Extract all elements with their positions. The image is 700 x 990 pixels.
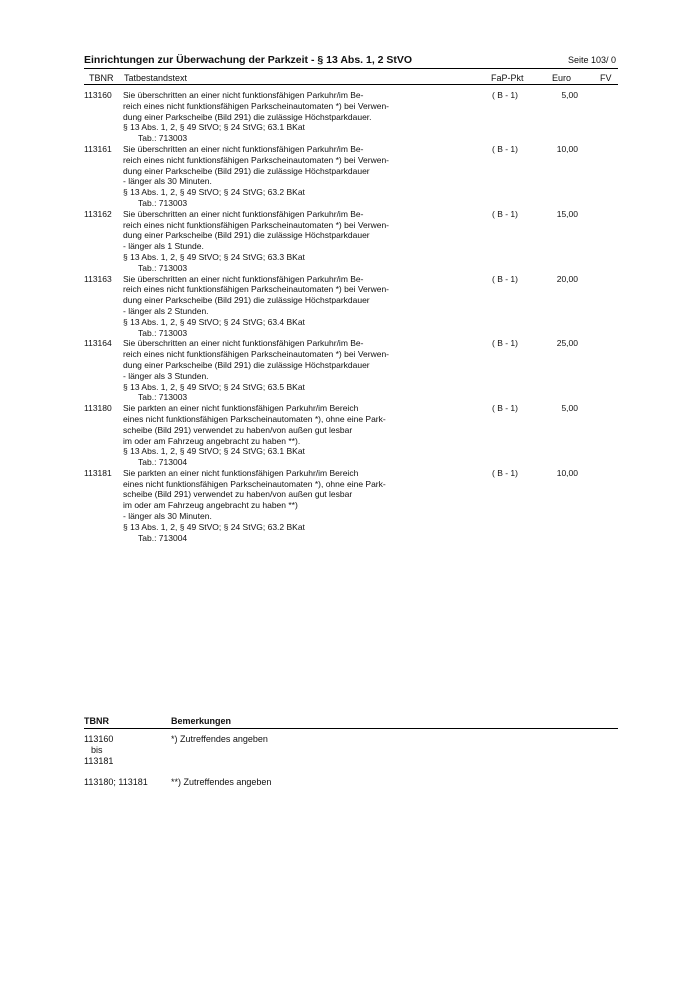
remarks-header-text: Bemerkungen — [171, 716, 232, 726]
entry-text-line: § 13 Abs. 1, 2, § 49 StVO; § 24 StVG; 63.1 BKat — [123, 446, 305, 457]
page-number: Seite 103/ 0 — [567, 55, 616, 65]
table-row — [84, 403, 618, 468]
entry-text-line: eines nicht funktionsfähigen Parkscheinautomaten *), ohne eine Park- — [123, 478, 386, 489]
entry-euro: 10,00 — [556, 467, 578, 478]
column-header-fap: FaP-Pkt — [491, 73, 524, 83]
entry-tbnr: 113164 — [84, 338, 112, 349]
entry-text-line: - länger als 3 Stunden. — [123, 370, 209, 381]
entry-tab-ref: Tab.: 713003 — [138, 197, 188, 208]
entry-text-line: § 13 Abs. 1, 2, § 49 StVO; § 24 StVG; 63.5 BKat — [123, 381, 305, 392]
entry-tbnr: 113181 — [84, 467, 112, 478]
entry-fap-points: ( B - 1) — [492, 467, 518, 478]
entry-text — [123, 274, 423, 339]
remark-range-from: 113160 — [84, 734, 114, 744]
entries-list — [84, 90, 618, 543]
entry-text-line: im oder am Fahrzeug angebracht zu haben **). — [123, 435, 301, 446]
entry-text-line: dung einer Parkscheibe (Bild 291) die zulässige Höchstparkdauer — [123, 165, 370, 176]
remark-note-2: **) Zutreffendes angeben — [171, 777, 272, 787]
entry-text-line: Sie parkten an einer nicht funktionsfähigen Parkuhr/im Bereich — [123, 403, 359, 414]
entry-euro: 15,00 — [556, 208, 578, 219]
entry-text — [123, 90, 423, 144]
table-row — [84, 468, 618, 544]
entry-fap-points: ( B - 1) — [492, 90, 518, 100]
column-header-text: Tatbestandstext — [124, 73, 188, 83]
entry-euro: 10,00 — [556, 143, 578, 154]
entry-text — [123, 338, 423, 403]
entry-text-line: § 13 Abs. 1, 2, § 49 StVO; § 24 StVG; 63.2 BKat — [123, 187, 305, 198]
entry-text-line: reich eines nicht funktionsfähigen Parkscheinautomaten *) bei Verwen- — [123, 219, 390, 230]
entry-text-line: scheibe (Bild 291) verwendet zu haben/von außen gut lesbar — [123, 424, 353, 435]
entry-fap-points: ( B - 1) — [492, 273, 518, 284]
entry-text-line: Sie überschritten an einer nicht funktionsfähigen Parkuhr/im Be- — [123, 208, 364, 219]
entry-text-line: § 13 Abs. 1, 2, § 49 StVO; § 24 StVG; 63.2 BKat — [123, 521, 305, 532]
column-header-euro: Euro — [552, 73, 572, 83]
entry-text-line: Sie überschritten an einer nicht funktionsfähigen Parkuhr/im Be- — [123, 338, 364, 349]
entry-text-line: scheibe (Bild 291) verwendet zu haben/von außen gut lesbar — [123, 489, 353, 500]
entry-euro: 25,00 — [556, 338, 578, 349]
entry-text-line: Sie überschritten an einer nicht funktionsfähigen Parkuhr/im Be- — [123, 90, 364, 100]
entry-text — [123, 209, 423, 274]
entry-text-line: § 13 Abs. 1, 2, § 49 StVO; § 24 StVG; 63.3 BKat — [123, 251, 305, 262]
entry-text-line: dung einer Parkscheibe (Bild 291) die zulässige Höchstparkdauer. — [123, 111, 372, 122]
entry-tbnr: 113161 — [84, 143, 112, 154]
remark-note-1: *) Zutreffendes angeben — [171, 734, 268, 744]
entry-text-line: reich eines nicht funktionsfähigen Parkscheinautomaten *) bei Verwen- — [123, 154, 390, 165]
entry-tbnr: 113162 — [84, 208, 112, 219]
header-rule-top — [84, 68, 618, 69]
table-row — [84, 209, 618, 274]
entry-tbnr: 113160 — [84, 90, 112, 100]
entry-text-line: reich eines nicht funktionsfähigen Parkscheinautomaten *) bei Verwen- — [123, 284, 390, 295]
remarks-header-tbnr: TBNR — [84, 716, 109, 726]
entry-text-line: dung einer Parkscheibe (Bild 291) die zulässige Höchstparkdauer — [123, 359, 370, 370]
entry-text-line: - länger als 30 Minuten. — [123, 511, 212, 522]
table-row — [84, 274, 618, 339]
entry-text-line: Sie überschritten an einer nicht funktionsfähigen Parkuhr/im Be- — [123, 273, 364, 284]
entry-euro: 5,00 — [561, 90, 578, 100]
entry-euro: 20,00 — [556, 273, 578, 284]
entry-text-line: reich eines nicht funktionsfähigen Parkscheinautomaten *) bei Verwen- — [123, 349, 390, 360]
entry-tab-ref: Tab.: 713003 — [138, 327, 188, 338]
entry-euro: 5,00 — [561, 403, 578, 414]
entry-fap-points: ( B - 1) — [492, 403, 518, 414]
column-header-tbnr: TBNR — [89, 73, 114, 83]
entry-tbnr: 113163 — [84, 273, 112, 284]
remark-range-1 — [84, 734, 113, 767]
entry-text-line: - länger als 2 Stunden. — [123, 305, 209, 316]
entry-tab-ref: Tab.: 713003 — [138, 392, 188, 403]
table-row — [84, 338, 618, 403]
entry-fap-points: ( B - 1) — [492, 143, 518, 154]
entry-text-line: im oder am Fahrzeug angebracht zu haben **) — [123, 500, 298, 511]
entry-text — [123, 144, 423, 209]
entry-text-line: Sie parkten an einer nicht funktionsfähigen Parkuhr/im Bereich — [123, 467, 359, 478]
entry-fap-points: ( B - 1) — [492, 338, 518, 349]
entry-text — [123, 468, 423, 544]
remarks-rule — [84, 728, 618, 729]
table-row — [84, 144, 618, 209]
column-header-fv: FV — [600, 73, 612, 83]
entry-tab-ref: Tab.: 713004 — [138, 457, 188, 468]
entry-tab-ref: Tab.: 713003 — [138, 262, 188, 273]
table-row — [84, 90, 618, 144]
entry-text-line: dung einer Parkscheibe (Bild 291) die zulässige Höchstparkdauer — [123, 295, 370, 306]
entry-text-line: § 13 Abs. 1, 2, § 49 StVO; § 24 StVG; 63.4 BKat — [123, 316, 305, 327]
entry-tbnr: 113180 — [84, 403, 112, 414]
page-title: Einrichtungen zur Überwachung der Parkzeit - § 13 Abs. 1, 2 StVO — [84, 54, 413, 66]
entry-text-line: Sie überschritten an einer nicht funktionsfähigen Parkuhr/im Be- — [123, 143, 364, 154]
remark-range-to: 113181 — [84, 756, 114, 766]
remark-range-sep: bis — [91, 745, 103, 755]
entry-text-line: dung einer Parkscheibe (Bild 291) die zulässige Höchstparkdauer — [123, 230, 370, 241]
entry-fap-points: ( B - 1) — [492, 208, 518, 219]
header-rule-bottom — [84, 84, 618, 85]
entry-text-line: § 13 Abs. 1, 2, § 49 StVO; § 24 StVG; 63.1 BKat — [123, 122, 305, 133]
entry-text-line: - länger als 1 Stunde. — [123, 241, 204, 252]
entry-text-line: - länger als 30 Minuten. — [123, 176, 212, 187]
entry-text — [123, 403, 423, 468]
entry-text-line: reich eines nicht funktionsfähigen Parkscheinautomaten *) bei Verwen- — [123, 100, 390, 111]
entry-tab-ref: Tab.: 713003 — [138, 133, 188, 144]
entry-text-line: eines nicht funktionsfähigen Parkscheinautomaten *), ohne eine Park- — [123, 413, 386, 424]
entry-tab-ref: Tab.: 713004 — [138, 532, 188, 543]
remark-range-2: 113180; 113181 — [84, 777, 148, 787]
